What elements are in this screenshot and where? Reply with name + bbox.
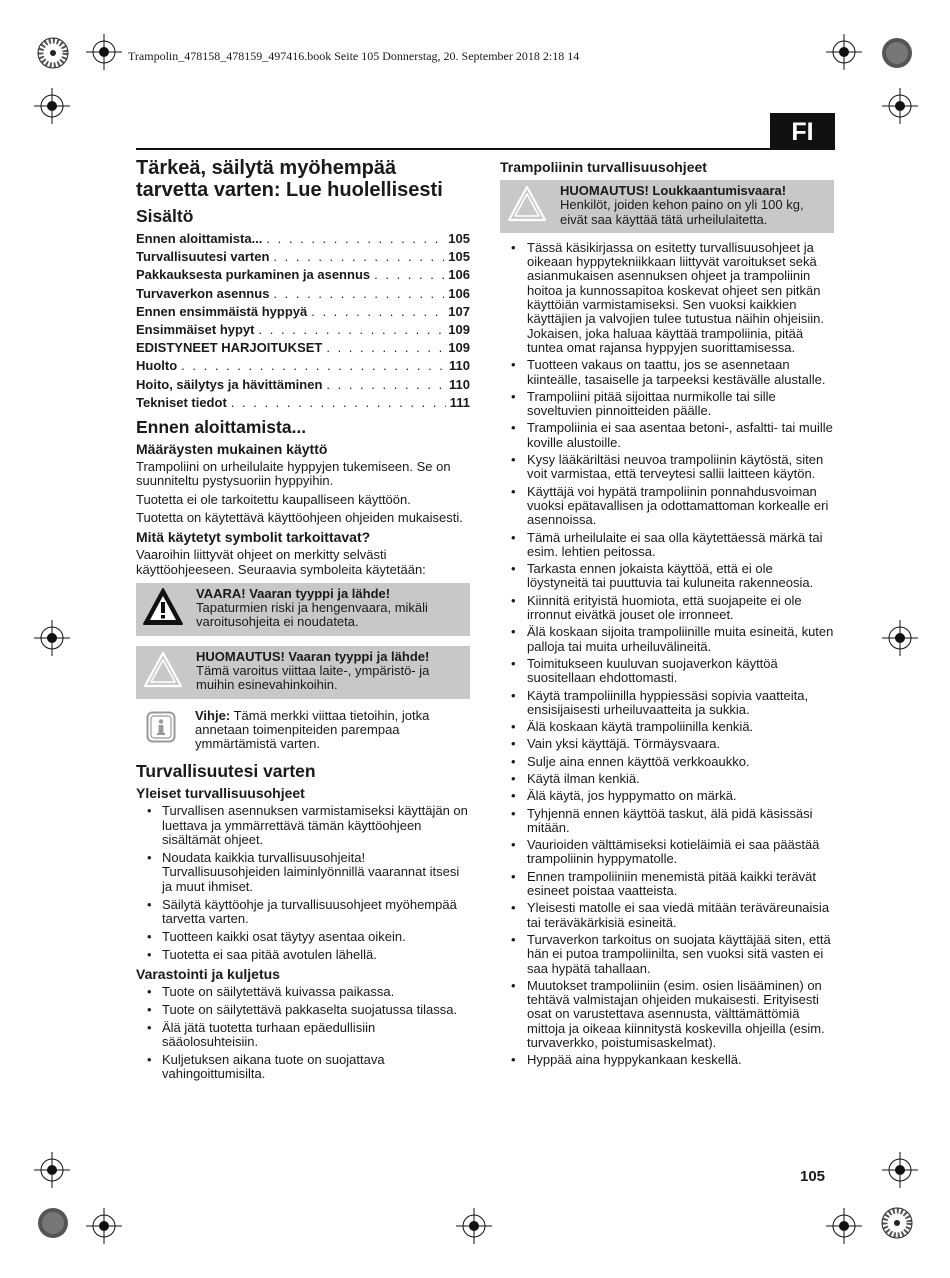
registration-mark-icon [34,1152,70,1188]
safety-heading: Turvallisuutesi varten [136,761,316,782]
right-column [500,157,834,1071]
toc-entry[interactable] [136,394,470,412]
registration-mark-icon [826,34,862,70]
toc-leader [311,303,444,321]
registration-mark-icon [826,1208,862,1244]
list-item: • Säilytä käyttöohje ja turvallisuusohjeet myöhempää tarvetta varten. [136,898,470,927]
trampoline-safety-heading: Trampoliinin turvallisuusohjeet [500,159,707,175]
toc-leader [259,321,445,339]
toc-leader [231,394,446,412]
toc-leader [326,339,444,357]
list-item: • Tarkasta ennen jokaista käyttöä, että ei ole löystyneitä tai puuttuvia tai kuluneita rakenneosia. [500,562,834,591]
list-item: • Sulje aina ennen käyttöä verkkoaukko. [500,755,834,769]
list-item: • Kysy lääkäriltäsi neuvoa trampoliinin käytöstä, siten voit varmistaa, että terveytesi sallii laitteen käytön. [500,453,834,482]
list-item: • Kuljetuksen aikana tuote on suojattava vahingoittumisilta. [136,1053,470,1082]
list-item: • Tuotteen kaikki osat täytyy asentaa oikein. [136,930,470,944]
danger-notice-box [136,583,470,636]
danger-notice-body: Tapaturmien riski ja hengenvaara, mikäli varoitusohjeita ei noudateta. [196,600,428,630]
general-safety-heading: Yleiset turvallisuusohjeet [136,785,305,802]
caution-notice-text [196,650,464,693]
toc-entry-page: 109 [448,340,470,356]
intended-use-heading: Määräysten mukainen käyttö [136,441,328,458]
toc-leader [374,266,444,284]
intended-use-paragraph: Tuotetta ei ole tarkoitettu kaupalliseen käyttöön. [136,491,411,507]
toc-entry-label: Hoito, säilytys ja hävittäminen [136,376,323,392]
toc-leader [181,357,445,375]
toc-entry-label: Ensimmäiset hypyt [136,322,255,338]
list-item: • Tyhjennä ennen käyttöä taskut, älä pidä käsissäsi mitään. [500,807,834,836]
injury-notice-box [500,180,834,233]
toc-entry-page: 105 [448,249,470,265]
toc-entry-page: 107 [448,303,470,319]
trampoline-safety-list [500,241,834,1068]
intended-use-paragraph: Trampoliini on urheilulaite hyppyjen tukemiseen. Se on suunniteltu pystysuoriin hyppyihin. [136,459,451,489]
registration-mark-icon [882,1152,918,1188]
color-wheel-icon [880,1206,914,1240]
toc-entry-page: 110 [449,376,470,392]
registration-mark-icon [34,88,70,124]
registration-mark-icon [34,620,70,656]
list-item: • Hyppää aina hyppykankaan keskellä. [500,1053,834,1067]
tip-box [136,709,470,752]
page-number: 105 [800,1168,826,1185]
left-column [136,157,470,1085]
intended-use-paragraph: Tuotetta on käytettävä käyttöohjeen ohjeiden mukaisesti. [136,509,463,525]
list-item: • Yleisesti matolle ei saa viedä mitään teräväreunaisia tai teräväkärkisiä esineitä. [500,901,834,930]
toc-leader [273,248,444,266]
list-item: • Älä käytä, jos hyppymatto on märkä. [500,789,834,803]
list-item: • Toimitukseen kuuluvan suojaverkon käyttöä suositellaan ehdottomasti. [500,657,834,686]
header-rule [136,148,776,150]
list-item: • Tuotteen vakaus on taattu, jos se asennetaan kiinteälle, tasaiselle ja tarpeeksi kestävälle alustalle. [500,358,834,387]
registration-mark-icon [86,34,122,70]
toc-entry-page: 111 [449,394,470,410]
list-item: • Vaurioiden välttämiseksi kotieläimiä ei saa päästää trampoliinin hyppymatolle. [500,838,834,867]
danger-notice-title: VAARA! Vaaran tyyppi ja lähde! [196,585,391,601]
toc-entry[interactable] [136,266,470,284]
before-start-heading: Ennen aloittamista... [136,417,307,438]
toc-leader [326,376,445,394]
injury-notice-title: HUOMAUTUS! Loukkaantumisvaara! [560,183,787,198]
registration-mark-icon [882,88,918,124]
injury-notice-text [560,184,828,227]
warning-triangle-outline-icon [506,184,548,224]
toc-entry[interactable] [136,230,470,248]
caution-notice-body: Tämä varoitus viittaa laite-, ympäristö- ja muihin esinevahinkoihin. [196,663,430,693]
tip-body: Tämä merkki viittaa tietoihin, jotka annetaan toimenpiteiden parempaa ymmärtämistä varten. [195,707,430,752]
tip-text [195,709,464,752]
list-item: • Käytä trampoliinilla hyppiessäsi sopivia vaatteita, ensisijaisesti urheiluvaatteita ja sukkia. [500,689,834,718]
list-item: • Turvaverkon tarkoitus on suojata käyttäjää siten, että hän ei putoa trampoliinilta, sen vuoksi sitä vasten ei saa hypätä tahallaan. [500,933,834,976]
toc-entry-page: 109 [448,322,470,338]
toc-entry-label: Turvaverkon asennus [136,285,270,301]
contents-heading: Sisältö [136,206,194,226]
toc-entry[interactable] [136,357,470,375]
color-wheel-icon [36,1206,70,1240]
print-file-info: Trampolin_478158_478159_497416.book Seite 105 Donnerstag, 20. September 2018 2:18 14 [128,49,580,63]
warning-triangle-outline-icon [142,650,184,690]
toc-entry-label: Ennen aloittamista... [136,231,263,246]
toc-entry-page: 110 [449,358,470,374]
list-item: • Noudata kaikkia turvallisuusohjeita! Turvallisuusohjeiden laiminlyönnillä vaarannat itsesi ja muut ihmiset. [136,851,470,894]
symbols-heading: Mitä käytetyt symbolit tarkoittavat? [136,529,371,546]
toc-entry-label: Huolto [136,358,178,374]
toc-entry[interactable] [136,376,470,394]
list-item: • Turvallisen asennuksen varmistamiseksi käyttäjän on luettava ja ymmärrettävä tämän käyttöohjeen sisältämät ohjeet. [136,804,470,847]
list-item: • Muutokset trampoliiniin (esim. osien lisääminen) on tehtävä valmistajan ohjeiden mukaisesti. Erityisesti osat on varustettava asennusta, välttämättömiä mittoja ja oikeaa kiinnitystä koskevilla ohjeilla (esim. turvaverkko, poistumisaskelmat). [500,979,834,1050]
toc-entry-label: Ennen ensimmäistä hyppyä [136,303,308,319]
color-wheel-icon [36,36,70,70]
toc-entry-page: 106 [448,267,470,283]
page-title: Tärkeä, säilytä myöhempää tarvetta varten: Lue huolellisesti [136,157,443,201]
caution-notice-title: HUOMAUTUS! Vaaran tyyppi ja lähde! [196,648,430,664]
list-item: • Kiinnitä erityistä huomiota, että suojapeite ei ole irronnut eivätkä jouset ole irronneet. [500,594,834,623]
injury-notice-body: Henkilöt, joiden kehon paino on yli 100 kg, eivät saa käyttää tätä urheilulaitetta. [560,197,804,227]
toc-leader [273,285,444,303]
list-item: • Ennen trampoliiniin menemistä pitää kaikki terävät esineet poistaa vaatteista. [500,870,834,899]
toc-entry[interactable] [136,339,470,357]
caution-notice-box [136,646,470,699]
warning-triangle-filled-icon [142,587,184,627]
toc-entry-page: 105 [448,231,470,246]
toc-leader [266,230,444,248]
toc-entry[interactable] [136,303,470,321]
list-item: • Tässä käsikirjassa on esitetty turvallisuusohjeet ja oikeaan hyppytekniikkaan liittyvät varoitukset sekä asianmukaisen asennuksen ohjeet ja trampoliinin hoitoa ja kunnossapitoa koskevat ohjeet sen pitkän käyttöiän varmistamiseksi. Sen vuoksi kaikkien käyttäjien ja valvojien tulee tutustua näihin ohjeisiin. Jokaisen, joka haluaa käyttää trampoliinia, pitää tuntea omat rajansa hyppyjen suorittamisessa. [500,241,834,355]
tip-title: Vihje: [195,707,231,723]
color-wheel-icon [880,36,914,70]
toc-entry-label: Pakkauksesta purkaminen ja asennus [136,267,371,283]
table-of-contents [136,230,470,412]
general-safety-list [136,804,470,962]
symbols-paragraph: Vaaroihin liittyvät ohjeet on merkitty selvästi käyttöohjeeseen. Seuraavia symboleita käytetään: [136,547,426,577]
toc-entry-page: 106 [448,285,470,301]
toc-entry-label: Turvallisuutesi varten [136,249,270,265]
list-item: • Trampoliinia ei saa asentaa betoni-, asfaltti- tai muille koville alustoille. [500,421,834,450]
toc-entry[interactable] [136,321,470,339]
storage-list [136,985,470,1082]
list-item: • Älä koskaan käytä trampoliinilla kenkiä. [500,720,834,734]
toc-entry[interactable] [136,248,470,266]
list-item: • Käytä ilman kenkiä. [500,772,834,786]
toc-entry-label: Tekniset tiedot [136,394,227,410]
list-item: • Älä koskaan sijoita trampoliinille muita esineitä, kuten palloja tai muita urheiluvälineitä. [500,625,834,654]
language-tab: FI [770,113,835,150]
registration-mark-icon [86,1208,122,1244]
list-item: • Tämä urheilulaite ei saa olla käytettäessä märkä tai esim. lehtien peitossa. [500,531,834,560]
list-item: • Käyttäjä voi hypätä trampoliinin ponnahdusvoiman vuoksi epätavallisen ja odottamattoman korkealle eri asennoissa. [500,485,834,528]
storage-heading: Varastointi ja kuljetus [136,965,280,982]
list-item: • Tuotetta ei saa pitää avotulen lähellä. [136,948,470,962]
toc-entry[interactable] [136,285,470,303]
danger-notice-text [196,587,464,630]
registration-mark-icon [456,1208,492,1244]
toc-entry-label: EDISTYNEET HARJOITUKSET [136,340,323,356]
info-icon [146,711,176,743]
registration-mark-icon [882,620,918,656]
list-item: • Trampoliini pitää sijoittaa nurmikolle tai sille soveltuvien pinnoitteiden päälle. [500,390,834,419]
list-item: • Vain yksi käyttäjä. Törmäysvaara. [500,737,834,751]
list-item: • Älä jätä tuotetta turhaan epäedullisiin sääolosuhteisiin. [136,1021,470,1050]
list-item: • Tuote on säilytettävä kuivassa paikassa. [136,985,470,999]
list-item: • Tuote on säilytettävä pakkaselta suojatussa tilassa. [136,1003,470,1017]
